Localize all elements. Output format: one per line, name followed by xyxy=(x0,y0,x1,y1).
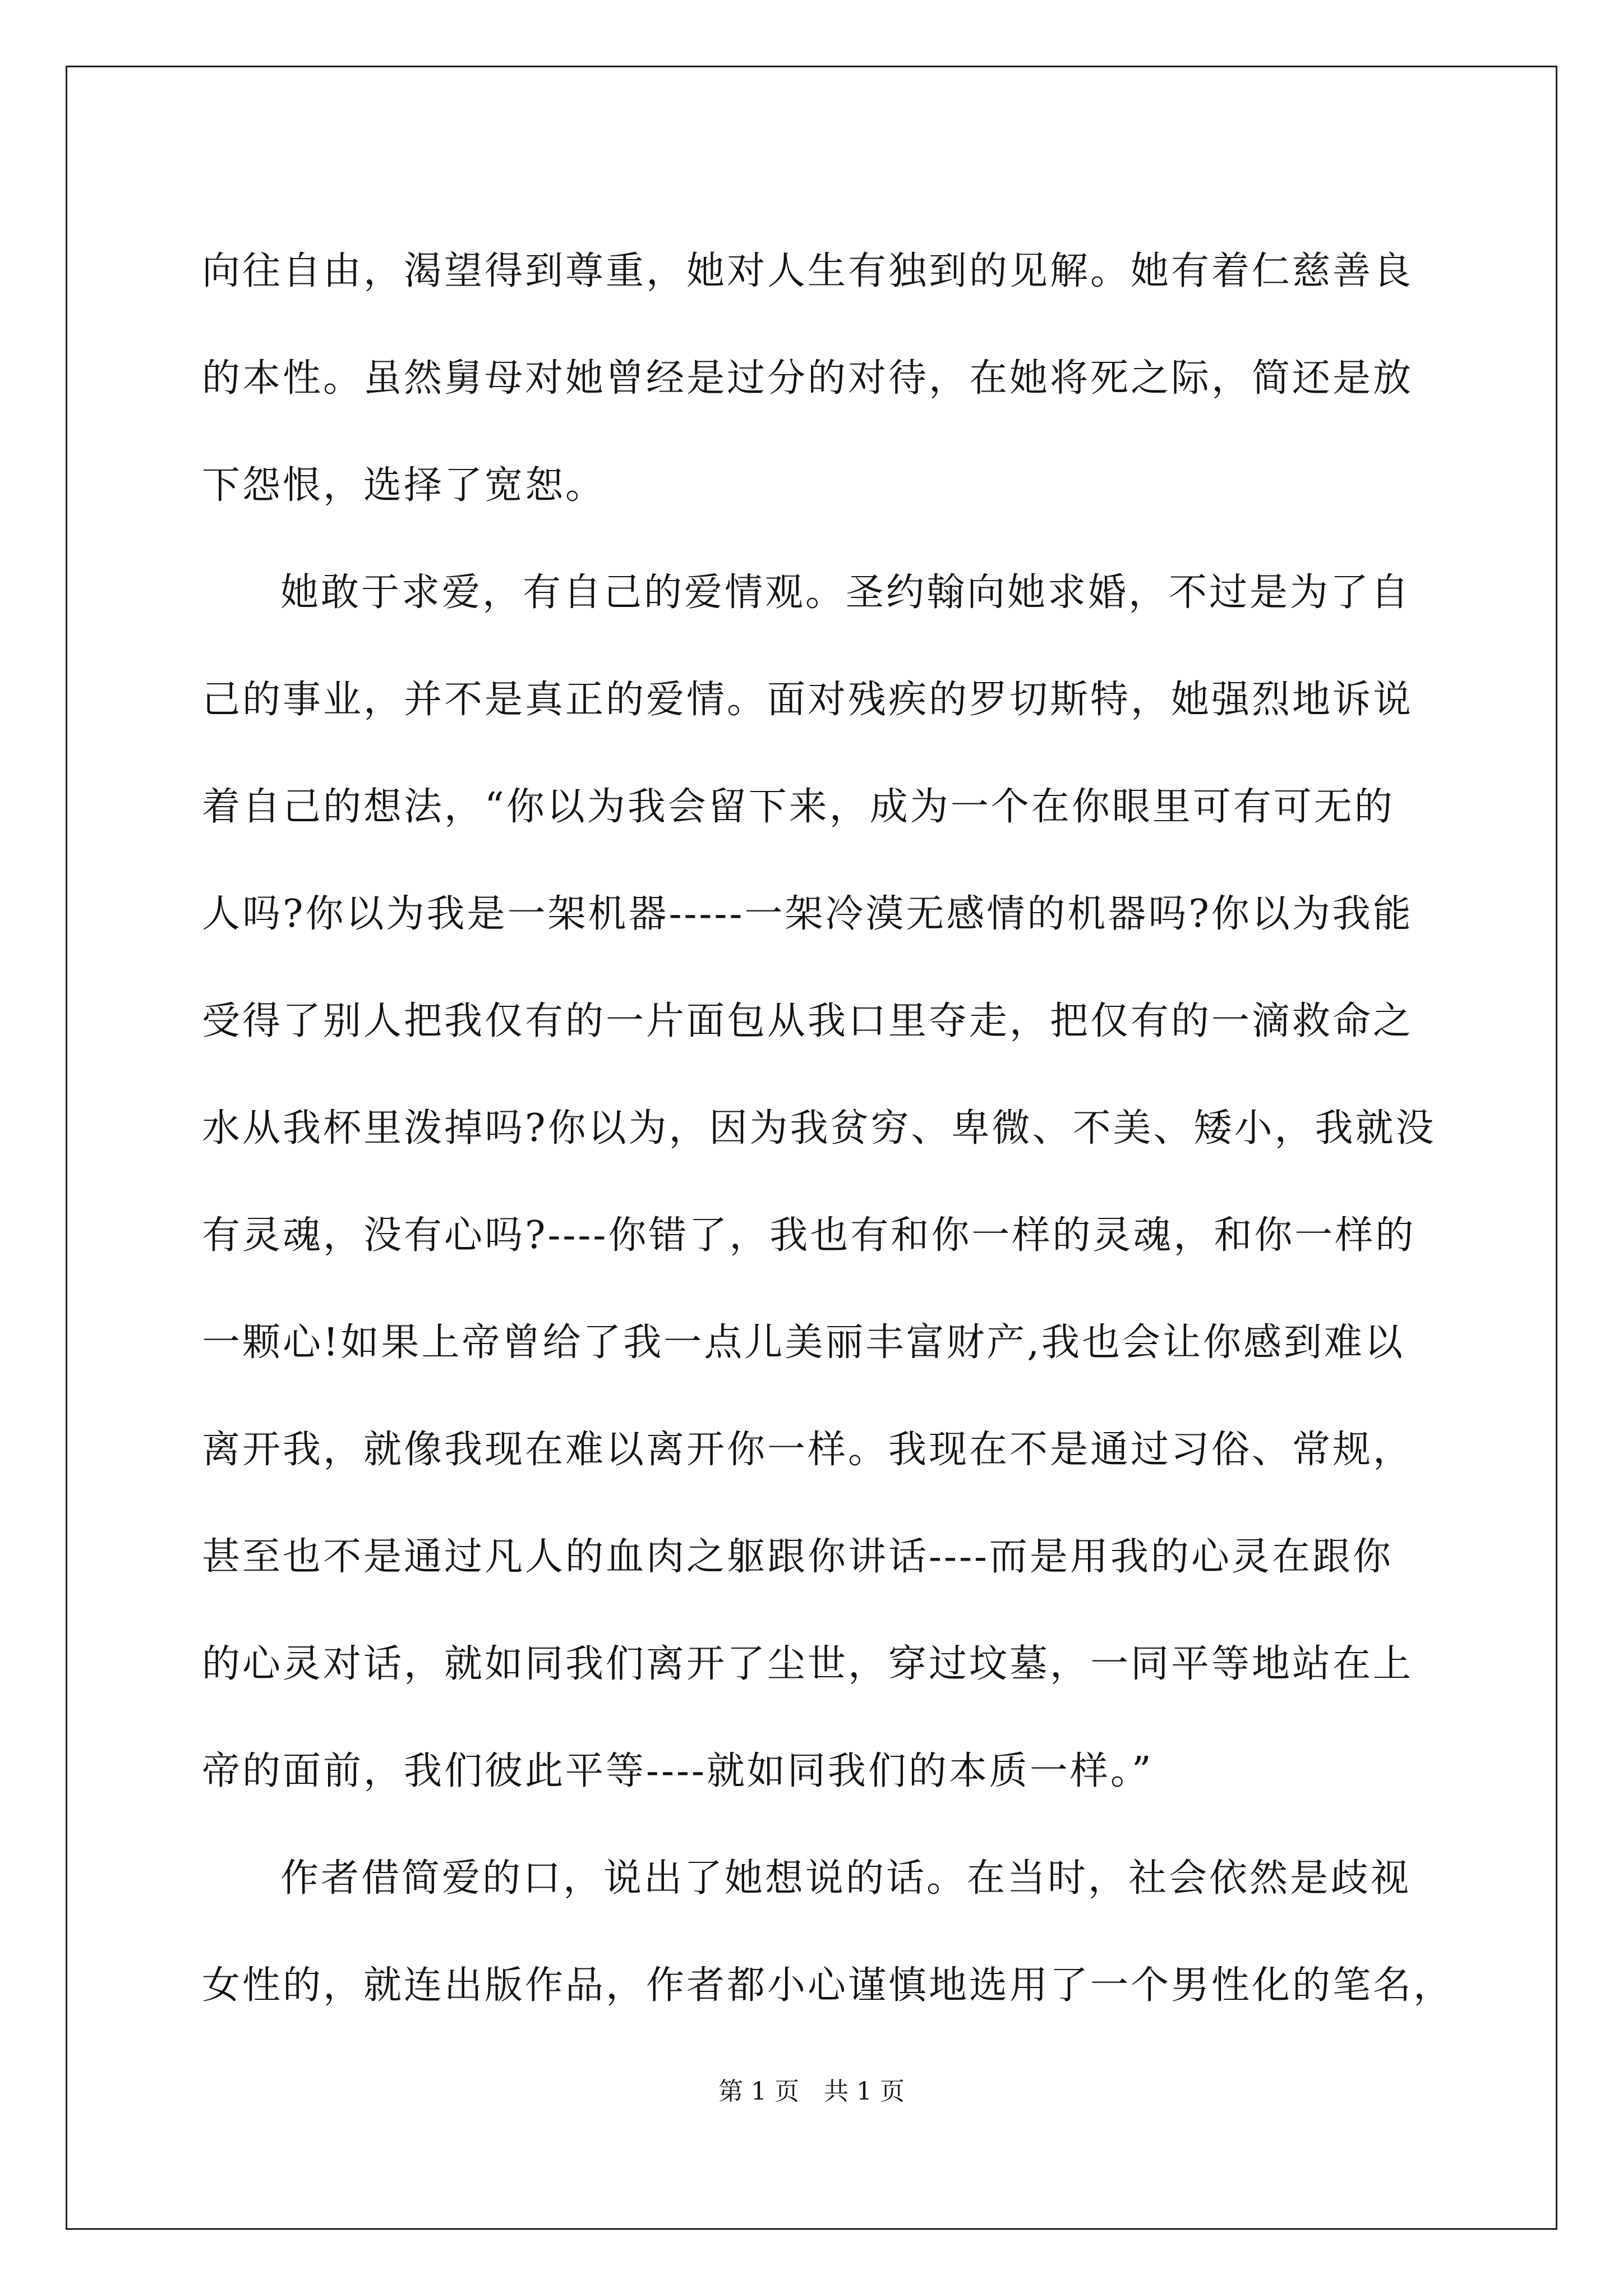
text-line: 受得了别人把我仅有的一片面包从我口里夺走，把仅有的一滴救命之 xyxy=(202,999,1414,1043)
page-number-footer: 第 1 页 共 1 页 xyxy=(718,2077,905,2106)
text-line: 水从我杯里泼掉吗?你以为，因为我贫穷、卑微、不美、矮小，我就没 xyxy=(202,1106,1436,1151)
text-line: 的心灵对话，就如同我们离开了尘世，穿过坟墓，一同平等地站在上 xyxy=(202,1642,1414,1686)
text-line: 帝的面前，我们彼此平等----就如同我们的本质一样。” xyxy=(202,1749,1154,1793)
text-line: 她敢于求爱，有自己的爱情观。圣约翰向她求婚，不过是为了自 xyxy=(280,570,1412,615)
text-line: 有灵魂，没有心吗?----你错了，我也有和你一样的灵魂，和你一样的 xyxy=(202,1213,1416,1258)
text-line: 一颗心!如果上帝曾给了我一点儿美丽丰富财产,我也会让你感到难以 xyxy=(202,1320,1405,1365)
text-line: 人吗?你以为我是一架机器-----一架冷漠无感情的机器吗?你以为我能 xyxy=(202,892,1413,936)
text-line: 女性的，就连出版作品，作者都小心谨慎地选用了一个男性化的笔名， xyxy=(202,1963,1454,2008)
document-body xyxy=(202,218,1454,2039)
text-line: 下怨恨，选择了宽恕。 xyxy=(202,463,606,508)
text-line: 着自己的想法，“你以为我会留下来，成为一个在你眼里可有可无的 xyxy=(202,785,1395,829)
text-line: 离开我，就像我现在难以离开你一样。我现在不是通过习俗、常规， xyxy=(202,1428,1414,1472)
text-line: 甚至也不是通过凡人的血肉之躯跟你讲话----而是用我的心灵在跟你 xyxy=(202,1535,1393,1579)
text-line: 己的事业，并不是真正的爱情。面对残疾的罗切斯特，她强烈地诉说 xyxy=(202,678,1414,722)
text-line: 向往自由，渴望得到尊重，她对人生有独到的见解。她有着仁慈善良 xyxy=(202,249,1414,293)
text-line: 的本性。虽然舅母对她曾经是过分的对待，在她将死之际，简还是放 xyxy=(202,356,1414,401)
text-line: 作者借简爱的口，说出了她想说的话。在当时，社会依然是歧视 xyxy=(280,1856,1412,1901)
